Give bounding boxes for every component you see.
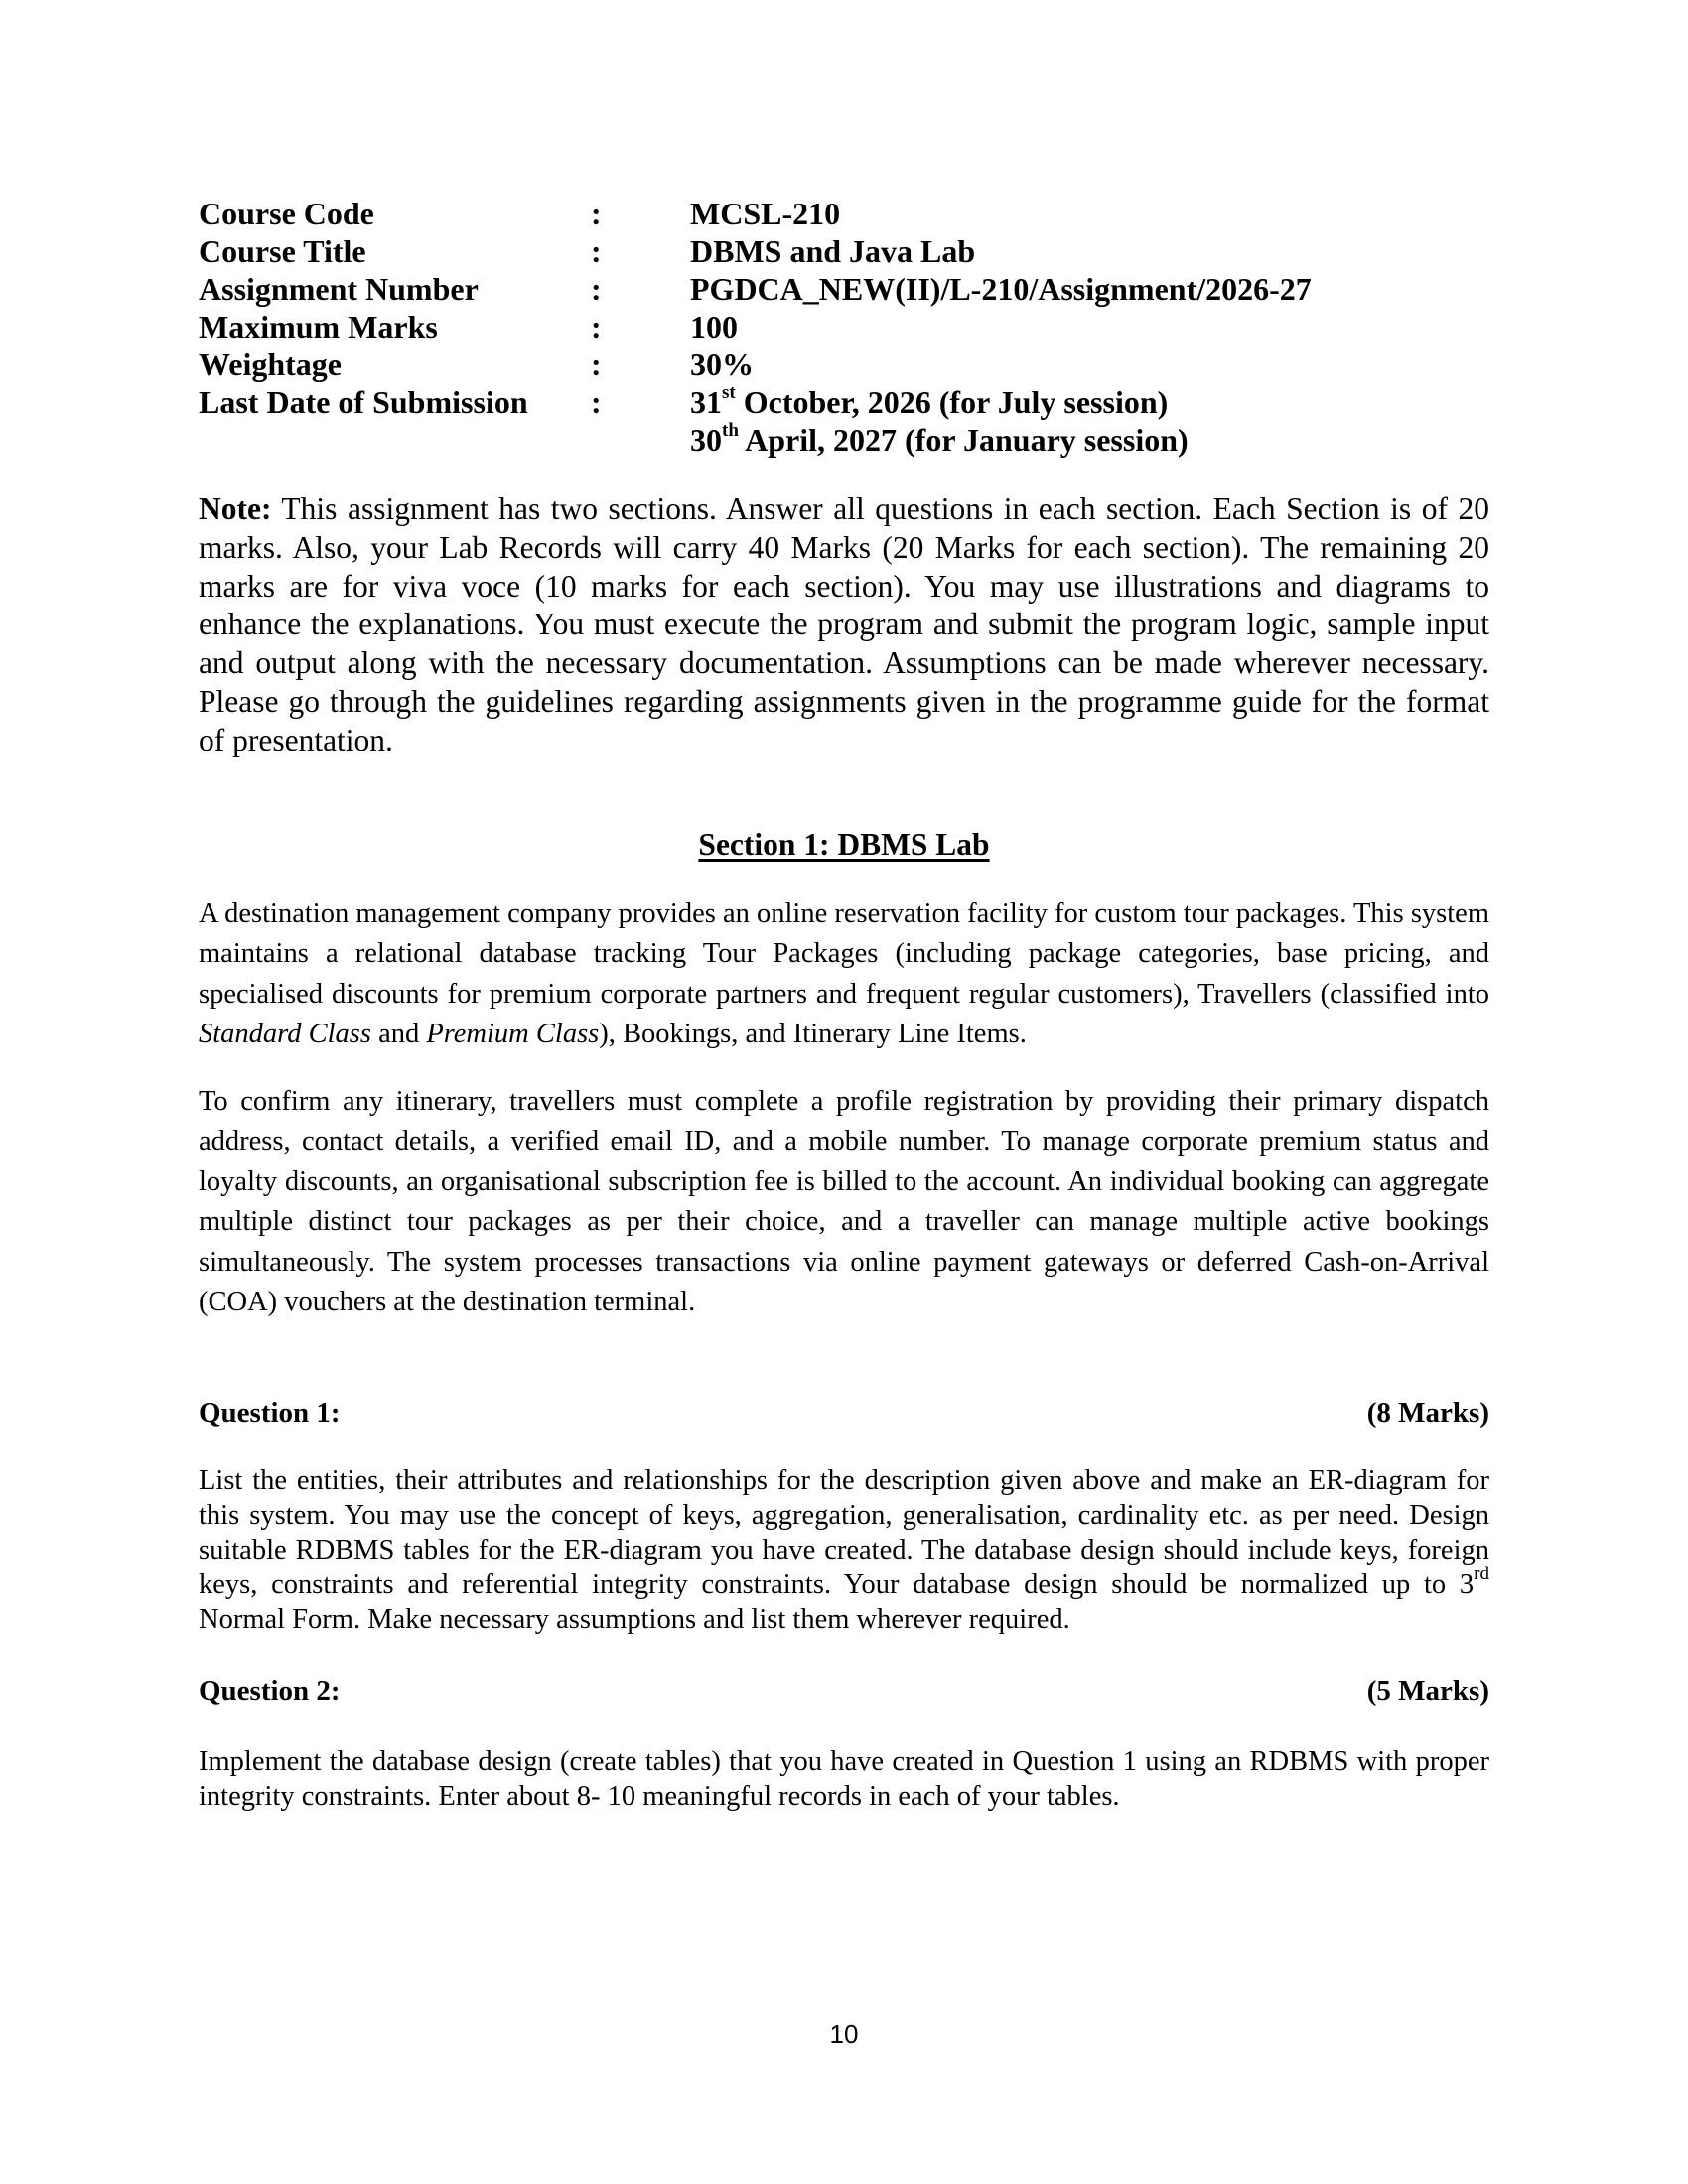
question-1-text-part: Normal Form. Make necessary assumptions and list them wherever required. [199, 1603, 1070, 1635]
question-1-marks: (8 Marks) [1366, 1396, 1489, 1429]
premium-class-term: Premium Class [426, 1019, 600, 1050]
weightage-label: Weightage [199, 346, 342, 382]
july-session-date [690, 383, 1312, 421]
question-1-header [199, 1395, 1489, 1431]
colon-separator: : [591, 196, 602, 231]
course-details-table [199, 195, 1312, 459]
weightage-value: 30% [690, 346, 754, 382]
scenario-paragraph-2: To confirm any itinerary, travellers must complete a profile registration by providing their primary dispatch address, contact details, a verified email ID, and a mobile number. To manage corporate premium status and loyalty discounts, an organisational subscription fee is billed to the account. An individual booking can aggregate multiple distinct tour packages as per their choice, and a traveller can manage multiple active bookings simultaneously. The system processes transactions via online payment gateways or deferred Cash-on-Arrival (COA) vouchers at the destination terminal. [199, 1085, 1489, 1318]
question-1-text-part: List the entities, their attributes and relationships for the description given above and make an ER-diagram for this system. You may use the concept of keys, aggregation, generalisation, cardinality etc. as per need. Design suitable RDBMS tables for the ER-diagram you have created. The database design should include keys, foreign keys, constraints and referential integrity constraints. Your database design should be normalized up to 3 [199, 1464, 1489, 1600]
course-code-row [199, 195, 1312, 232]
assignment-number-label: Assignment Number [199, 271, 479, 307]
question-1-text [199, 1463, 1489, 1637]
january-date-rest: April, 2027 (for January session) [738, 422, 1189, 458]
colon-separator: : [591, 384, 602, 420]
january-day: 30 [690, 422, 722, 458]
section-title: Section 1: DBMS Lab [698, 826, 990, 862]
course-code-value: MCSL-210 [690, 196, 841, 231]
maximum-marks-row [199, 308, 1312, 345]
submission-date-label: Last Date of Submission [199, 384, 528, 420]
submission-date-row [199, 383, 1312, 459]
course-title-value: DBMS and Java Lab [690, 233, 976, 269]
course-title-label: Course Title [199, 233, 366, 269]
course-title-row [199, 232, 1312, 270]
maximum-marks-label: Maximum Marks [199, 309, 438, 344]
page-number: 10 [829, 2019, 859, 2049]
question-2-text: Implement the database design (create tables) that you have created in Question 1 using an RDBMS with proper integrity constraints. Enter about 8- 10 meaningful records in each of your tables. [199, 1745, 1489, 1812]
july-date-rest: October, 2026 (for July session) [735, 384, 1169, 420]
colon-separator: : [591, 233, 602, 269]
january-session-date [690, 421, 1312, 459]
note-text: This assignment has two sections. Answer all questions in each section. Each Section is of 20 marks. Also, your Lab Records will carry 40 Marks (20 Marks for each section). The remaining 20 marks are for viva voce (10 marks for each section). You may use illustrations and diagrams to enhance the explanations. You must execute the program and submit the program logic, sample input and output along with the necessary documentation. Assumptions can be made wherever necessary. Please go through the guidelines regarding assignments given in the programme guide for the format of presentation. [199, 491, 1489, 757]
assignment-page [199, 195, 1489, 1814]
january-day-suffix: th [722, 420, 739, 442]
weightage-row [199, 345, 1312, 383]
assignment-number-value: PGDCA_NEW(II)/L-210/Assignment/2026-27 [690, 271, 1312, 307]
submission-date-value [690, 383, 1312, 459]
question-2-title: Question 2: [199, 1674, 341, 1706]
standard-class-term: Standard Class [199, 1019, 371, 1050]
scenario-text: and [370, 1019, 427, 1050]
note-paragraph [199, 490, 1489, 760]
scenario-text: A destination management company provides an online reservation facility for custom tour packages. This system maintains a relational database tracking Tour Packages (including package categories, base pricing, and specialised discounts for premium corporate partners and frequent regular customers), Travellers (classified into [199, 897, 1489, 1010]
july-day: 31 [690, 384, 722, 420]
colon-separator: : [591, 271, 602, 307]
maximum-marks-value: 100 [690, 309, 738, 344]
course-code-label: Course Code [199, 196, 374, 231]
scenario-paragraph-1 [199, 894, 1489, 1055]
scenario-text: ), Bookings, and Itinerary Line Items. [599, 1019, 1027, 1050]
colon-separator: : [591, 346, 602, 382]
ordinal-suffix: rd [1474, 1564, 1489, 1585]
question-1-title: Question 1: [199, 1396, 341, 1429]
note-label: Note: [199, 491, 272, 526]
question-2-header [199, 1673, 1489, 1708]
july-day-suffix: st [722, 382, 736, 404]
question-2-marks: (5 Marks) [1366, 1674, 1489, 1706]
colon-separator: : [591, 309, 602, 344]
assignment-number-row [199, 270, 1312, 308]
